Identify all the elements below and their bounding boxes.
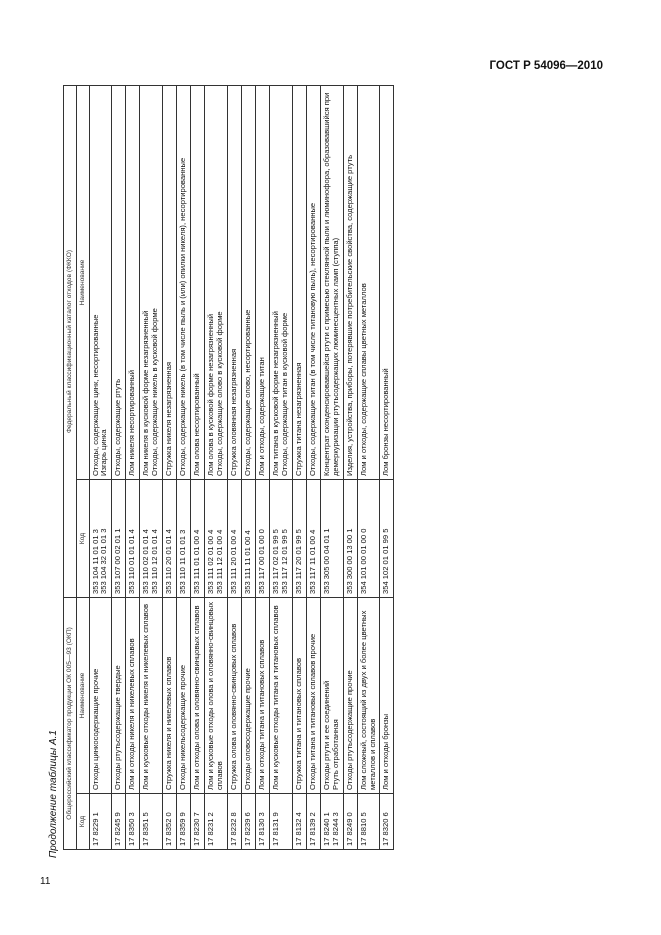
table-row: [343, 86, 357, 850]
okp-code-cell: 17 8239 6: [241, 794, 255, 850]
okp-code-cell: 17 8131 9: [269, 794, 292, 850]
group-header-row: [64, 86, 77, 850]
fkko-name-cell: Стружка оловянная незагрязненная: [228, 86, 242, 480]
page-number: 11: [40, 876, 51, 887]
okp-code-cell: 17 8359 9: [177, 794, 191, 850]
fkko-group-header: Федеральный классификационный каталог отходов (ФККО): [64, 86, 77, 598]
okp-name-cell: Отходы оловосодержащие прочие: [241, 598, 255, 794]
fkko-code-cell: 353 117 11 01 00 4: [306, 480, 320, 598]
table-row: [357, 86, 380, 850]
okp-code-cell: 17 8245 9: [112, 794, 126, 850]
okp-name-cell: Отходы ртутьсодержащие прочие: [343, 598, 357, 794]
fkko-name-cell: Стружка никеля незагрязненная: [163, 86, 177, 480]
table-row: [191, 86, 205, 850]
fkko-code-cell: 353 111 11 01 00 4: [241, 480, 255, 598]
okp-name-cell: Отходы никельсодержащие прочие: [177, 598, 191, 794]
fkko-code-cell: 353 305 00 04 01 1: [320, 480, 343, 598]
okp-name-cell: Лом и кусковые отходы титана и титановых сплавов: [269, 598, 292, 794]
okp-code-cell: 17 8232 8: [228, 794, 242, 850]
table-row: [269, 86, 292, 850]
okp-code-cell: 17 8132 4: [292, 794, 306, 850]
okp-name-cell: Лом и кусковые отходы никеля и никелевых сплавов: [140, 598, 163, 794]
fkko-name-cell: Стружка титана незагрязненная: [292, 86, 306, 480]
okp-name-cell: Отходы ртутьсодержащие твердые: [112, 598, 126, 794]
fkko-name-header: Наименование: [76, 86, 89, 480]
fkko-name-cell: Изделия, устройства, приборы, потерявшие потребительские свойства, содержащие ртуть: [343, 86, 357, 480]
fkko-code-header: Код: [76, 480, 89, 598]
fkko-name-cell: Лом никеля несортированный: [126, 86, 140, 480]
okp-name-cell: Отходы титана и титановых сплавов прочие: [306, 598, 320, 794]
okp-name-cell: Лом и отходы олова и оловянно-свинцовых сплавов: [191, 598, 205, 794]
fkko-code-cell: 353 104 11 01 01 3 353 104 32 01 01 3: [89, 480, 112, 598]
fkko-code-cell: 353 110 01 01 01 4: [126, 480, 140, 598]
table-row: [255, 86, 269, 850]
fkko-name-cell: Лом никеля в кусковой форме незагрязненный Отходы, содержащие никель в кусковой форме: [140, 86, 163, 480]
table-row: [89, 86, 112, 850]
fkko-code-cell: 353 111 02 01 00 4 353 111 12 01 00 4: [205, 480, 228, 598]
okp-name-cell: Лом сложный, состоящий из двух и более цветных металлов и сплавов: [357, 598, 380, 794]
okp-name-cell: Лом и отходы бронзы: [380, 598, 394, 794]
fkko-name-cell: Отходы, содержащие цинк, несортированные Изгарь цинка: [89, 86, 112, 480]
okp-code-cell: 17 8231 2: [205, 794, 228, 850]
okp-code-cell: 17 8139 2: [306, 794, 320, 850]
okp-code-cell: 17 8249 0: [343, 794, 357, 850]
table-row: [112, 86, 126, 850]
fkko-name-cell: Концентрат сконденсировавшейся ртути с примесью стеклянной пыли и люминофора, образовавшийся при демеркуризации ртутьсодержащих люминесцентных ламп (ступпа): [320, 86, 343, 480]
fkko-code-cell: 353 117 02 01 99 5 353 117 12 01 99 5: [269, 480, 292, 598]
fkko-code-cell: 354 102 01 01 99 5: [380, 480, 394, 598]
table-row: [306, 86, 320, 850]
table-row: [205, 86, 228, 850]
sub-header-row: [76, 86, 89, 850]
okp-code-cell: 17 8229 1: [89, 794, 112, 850]
fkko-name-cell: Лом и отходы, содержащие сплавы цветных металлов: [357, 86, 380, 480]
okp-code-cell: 17 8351 5: [140, 794, 163, 850]
fkko-name-cell: Лом олова несортированный: [191, 86, 205, 480]
fkko-code-cell: 353 107 00 02 01 1: [112, 480, 126, 598]
table-row: [292, 86, 306, 850]
fkko-code-cell: 353 110 20 01 01 4: [163, 480, 177, 598]
table-row: [140, 86, 163, 850]
fkko-name-cell: Отходы, содержащие титан (в том числе титановую пыль), несортированные: [306, 86, 320, 480]
okp-code-cell: 17 8130 3: [255, 794, 269, 850]
table-row: [228, 86, 242, 850]
table-row: [380, 86, 394, 850]
okp-code-cell: 17 8810 5: [357, 794, 380, 850]
fkko-name-cell: Лом олова в кусковой форме незагрязненный Отходы, содержащие олово в кусковой форме: [205, 86, 228, 480]
okp-group-header: Общероссийский классификатор продукции ОК 005—93 (ОКП): [64, 598, 77, 850]
fkko-name-cell: Отходы, содержащие олово, несортированные: [241, 86, 255, 480]
okp-code-header: Код: [76, 794, 89, 850]
fkko-code-cell: 353 117 20 01 99 5: [292, 480, 306, 598]
okp-code-cell: 17 8352 0: [163, 794, 177, 850]
fkko-name-cell: Лом бронзы несортированный: [380, 86, 394, 480]
fkko-code-cell: 353 110 11 01 01 3: [177, 480, 191, 598]
okp-name-cell: Стружка олова и оловянно-свинцовых сплавов: [228, 598, 242, 794]
okp-code-cell: 17 8320 6: [380, 794, 394, 850]
fkko-code-cell: 353 117 00 01 00 0: [255, 480, 269, 598]
table-row: [177, 86, 191, 850]
document-id: ГОСТ Р 54096—2010: [489, 60, 603, 72]
okp-name-cell: Отходы ртути и ее соединений Ртуть отработанная: [320, 598, 343, 794]
fkko-name-cell: Лом титана в кусковой форме незагрязненный Отходы, содержащие титан в кусковой форме: [269, 86, 292, 480]
okp-name-cell: Стружка титана и титановых сплавов: [292, 598, 306, 794]
fkko-code-cell: 353 111 01 01 00 4: [191, 480, 205, 598]
rotated-table-region: [48, 83, 603, 858]
table-row: [320, 86, 343, 850]
table-row: [126, 86, 140, 850]
classification-table: [63, 85, 394, 850]
okp-name-cell: Лом и кусковые отходы олова и оловянно-свинцовых сплавов: [205, 598, 228, 794]
fkko-code-cell: 354 101 00 01 00 0: [357, 480, 380, 598]
fkko-code-cell: 353 111 20 01 00 4: [228, 480, 242, 598]
okp-name-cell: Стружка никеля и никелевых сплавов: [163, 598, 177, 794]
okp-name-cell: Отходы цинкосодержащие прочие: [89, 598, 112, 794]
fkko-name-cell: Отходы, содержащие никель (в том числе пыль и (или) опилки никеля), несортированные: [177, 86, 191, 480]
fkko-name-cell: Отходы, содержащие ртуть: [112, 86, 126, 480]
okp-code-cell: 17 8350 3: [126, 794, 140, 850]
okp-code-cell: 17 8240 1 17 8244 3: [320, 794, 343, 850]
okp-name-cell: Лом и отходы никеля и никелевых сплавов: [126, 598, 140, 794]
table-caption: Продолжение таблицы А.1: [48, 730, 59, 858]
table-row: [163, 86, 177, 850]
okp-code-cell: 17 8230 7: [191, 794, 205, 850]
okp-name-cell: Лом и отходы титана и титановых сплавов: [255, 598, 269, 794]
okp-name-header: Наименование: [76, 598, 89, 794]
fkko-code-cell: 353 110 02 01 01 4 353 110 12 01 01 4: [140, 480, 163, 598]
fkko-name-cell: Лом и отходы, содержащие титан: [255, 86, 269, 480]
fkko-code-cell: 353 300 00 13 00 1: [343, 480, 357, 598]
table-row: [241, 86, 255, 850]
